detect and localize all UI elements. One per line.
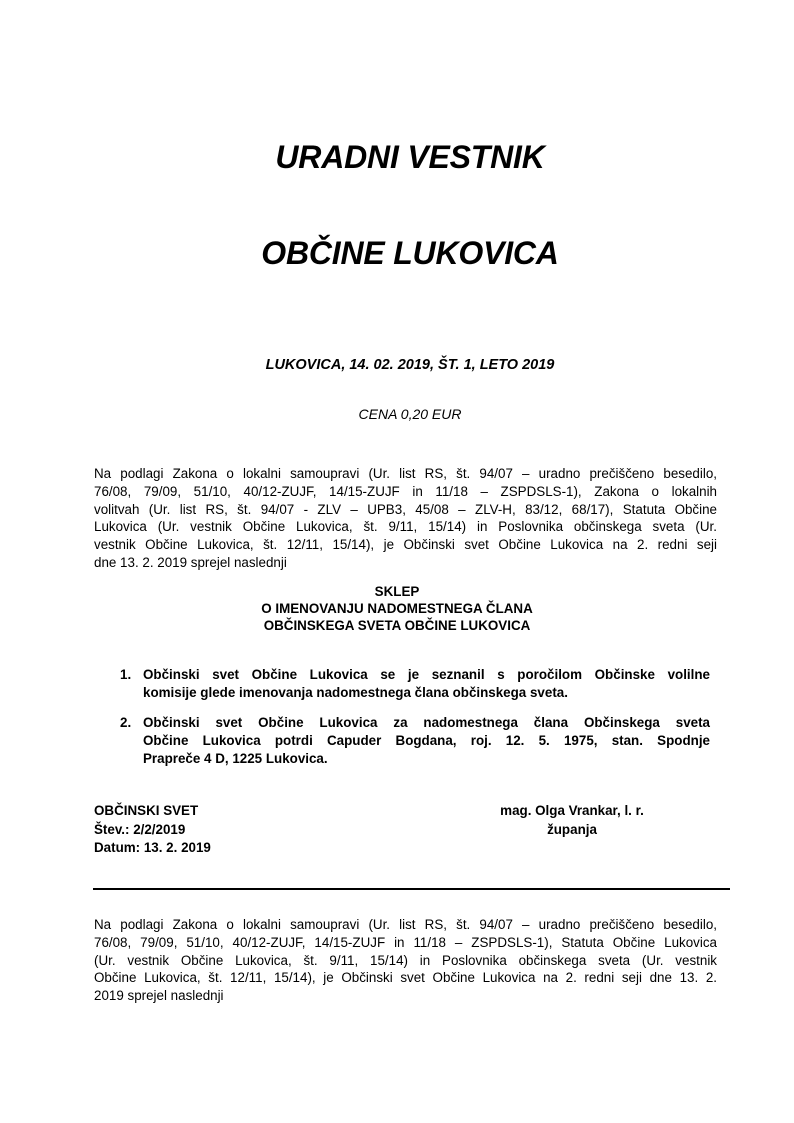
intro-paragraph [94,465,717,572]
paragraph-line: Na podlagi Zakona o lokalni samoupravi (Ur. list RS, št. 94/07 – uradno prečiščeno besedilo, [94,917,717,932]
issue-info: LUKOVICA, 14. 02. 2019, ŠT. 1, LETO 2019 [265,357,555,373]
item-text [143,714,710,767]
resolution-heading [0,583,794,634]
item-line: Občine Lukovica potrdi Capuder Bogdana, roj. 12. 5. 1975, stan. Spodnje [143,732,710,748]
paragraph-line: 2019 sprejel naslednji [94,988,224,1004]
resolution-title: SKLEP [374,584,420,599]
paragraph-line: (Ur. vestnik Občine Lukovica, št. 9/11, 15/14) in Poslovnika občinskega sveta (Ur. vestnik [94,952,717,968]
paragraph-line: Občine Lukovica, št. 12/11, 15/14), je Občinski svet Občine Lukovica na 2. redni seji dne 13. 2. [94,970,717,986]
document-date: Datum: 13. 2. 2019 [94,840,211,855]
item-line: Občinski svet Občine Lukovica za nadomestnega člana Občinskega sveta [143,715,710,730]
item-text [143,666,710,702]
item-line: komisije glede imenovanja nadomestnega člana občinskega sveta. [143,684,568,700]
document-number: Štev.: 2/2/2019 [94,821,186,837]
paragraph-line: Lukovica (Ur. vestnik Občine Lukovica, št. 9/11, 15/14) in Poslovnika občinskega sveta (Ur. [94,519,717,535]
item-number: 2. [120,715,132,730]
resolution-subtitle: O IMENOVANJU NADOMESTNEGA ČLANA [261,601,533,616]
section-divider [93,888,730,890]
gazette-title: URADNI VESTNIK [275,139,545,175]
item-line: Prapreče 4 D, 1225 Lukovica. [143,750,328,766]
issuer-body: OBČINSKI SVET [94,803,199,818]
signatory-block [490,802,654,839]
signatory-name: mag. Olga Vrankar, l. r. [500,803,644,818]
second-paragraph [94,916,717,1005]
paragraph-line: 76/08, 79/09, 51/10, 40/12-ZUJF, 14/15-ZUJF in 11/18 – ZSPDSLS-1), Statuta Občine Lukovica [94,934,717,950]
item-line: Občinski svet Občine Lukovica se je seznanil s poročilom Občinske volilne [143,667,710,682]
item-number: 1. [120,667,132,682]
paragraph-line: 76/08, 79/09, 51/10, 40/12-ZUJF, 14/15-ZUJF in 11/18 – ZSPDSLS-1), Zakona o lokalnih [94,483,717,499]
paragraph-line: dne 13. 2. 2019 sprejel naslednji [94,554,287,570]
issuer-block [94,802,211,858]
paragraph-line: Na podlagi Zakona o lokalni samoupravi (Ur. list RS, št. 94/07 – uradno prečiščeno besedilo, [94,466,717,481]
paragraph-line: volitvah (Ur. list RS, št. 94/07 - ZLV – UPB3, 45/08 – ZLV-H, 83/12, 68/17), Statuta Občine [94,501,717,517]
price-label: CENA 0,20 EUR [358,406,462,422]
municipality-title: OBČINE LUKOVICA [261,235,559,271]
paragraph-line: vestnik Občine Lukovica, št. 12/11, 15/14), je Občinski svet Občine Lukovica na 2. redni seji [94,537,717,553]
resolution-subtitle: OBČINSKEGA SVETA OBČINE LUKOVICA [263,618,531,633]
signatory-role: županja [547,821,597,837]
